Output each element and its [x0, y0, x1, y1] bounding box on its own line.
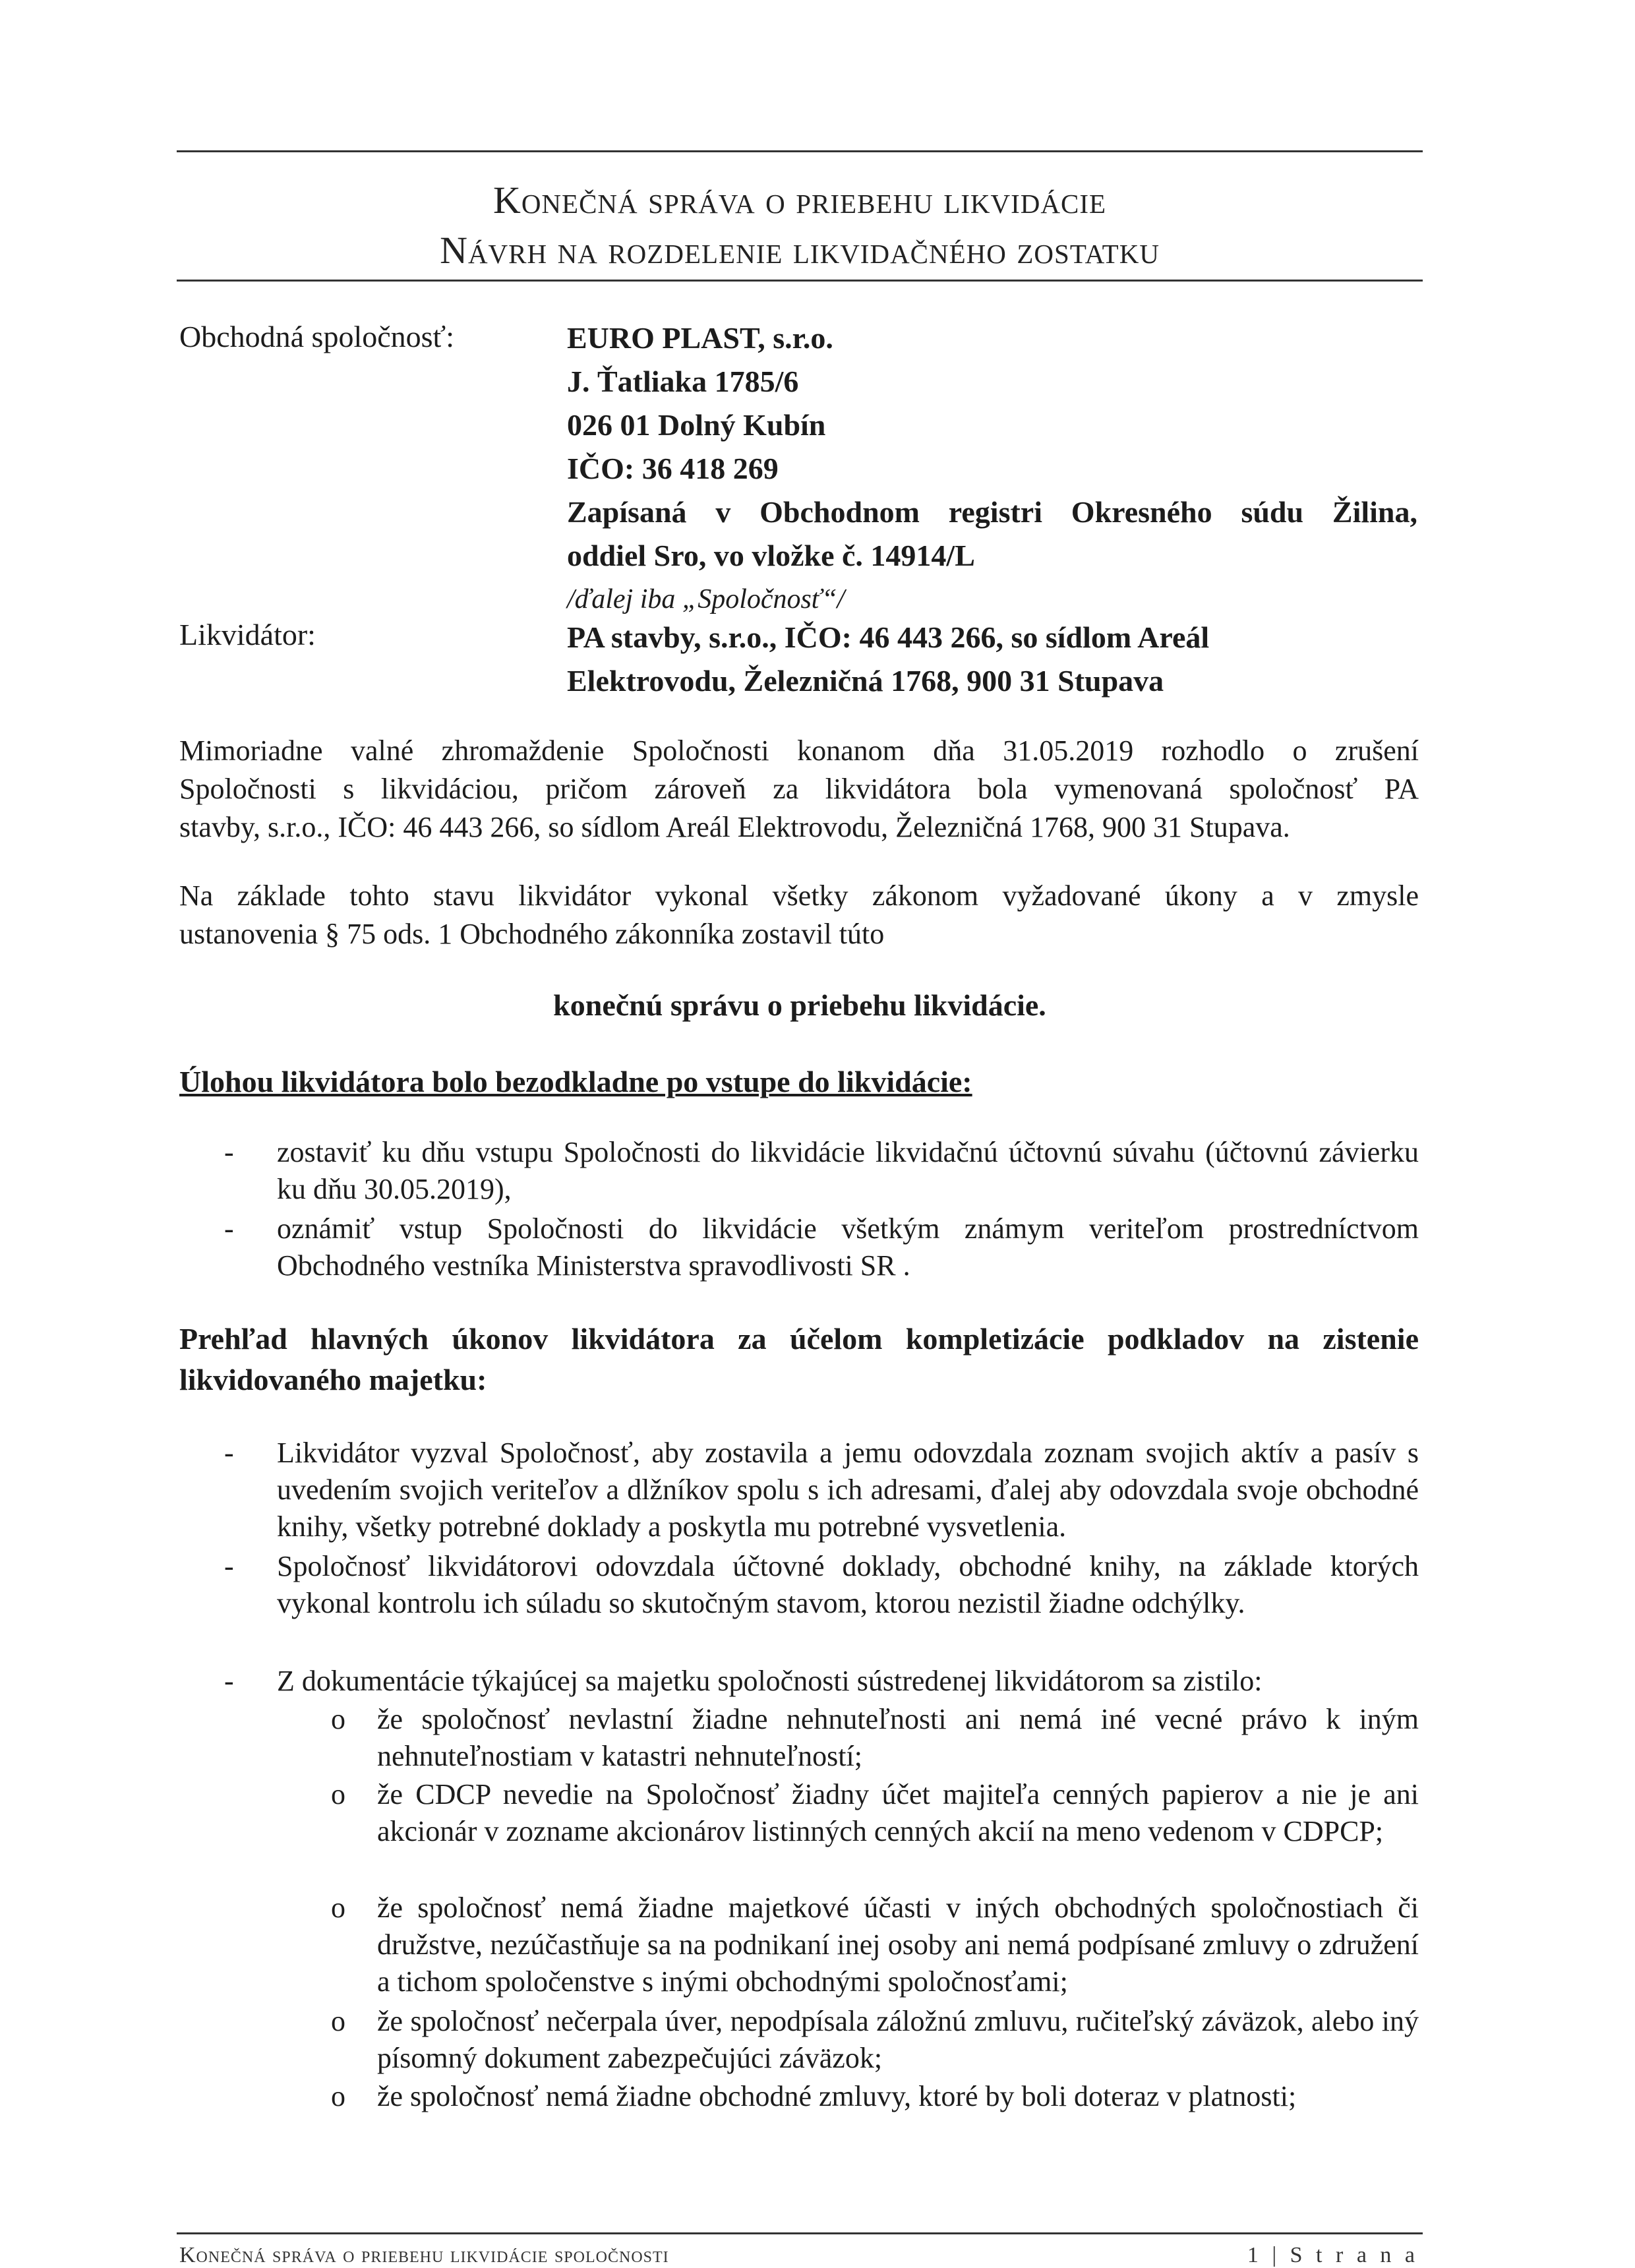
- action-item-text: Spoločnosť likvidátorovi odovzdala účtovné doklady, obchodné knihy, na základe ktorých vykonal kontrolu ich súladu so skutočným stavom, ktorou nezistil žiadne odchýlky.: [277, 1550, 1419, 1619]
- sub-bullet-mark: o: [331, 1892, 345, 1924]
- paragraph-decision: [179, 732, 1419, 847]
- finding-text: že spoločnosť nemá žiadne obchodné zmluvy, ktoré by boli doteraz v platnosti;: [377, 2080, 1297, 2112]
- finding-item: [179, 2003, 1419, 2077]
- finding-item: [179, 1890, 1419, 2000]
- duty-item: [179, 1210, 1419, 1284]
- finding-item: [179, 1776, 1419, 1850]
- duty-item-text: zostaviť ku dňu vstupu Spoločnosti do likvidácie likvidačnú účtovnú súvahu (účtovnú závierku ku dňu 30.05.2019),: [277, 1136, 1419, 1205]
- company-city: 026 01 Dolný Kubín: [567, 408, 826, 442]
- action-item: [179, 1663, 1419, 1700]
- action-item-text: Z dokumentácie týkajúcej sa majetku spoločnosti sústredenej likvidátorom sa zistilo:: [277, 1665, 1263, 1697]
- sub-bullet-mark: o: [331, 1703, 345, 1735]
- finding-text: že spoločnosť nečerpala úver, nepodpísala záložnú zmluvu, ručiteľský záväzok, alebo iný písomný dokument zabezpečujúci záväzok;: [377, 2005, 1419, 2074]
- finding-text: že spoločnosť nevlastní žiadne nehnuteľnosti ani nemá iné vecné právo k iným nehnuteľnostiam v katastri nehnuteľností;: [377, 1703, 1419, 1772]
- liquidator-line1: PA stavby, s.r.o., IČO: 46 443 266, so sídlom Areál: [567, 620, 1210, 654]
- bullet-dash: -: [224, 1550, 234, 1582]
- liquidator-line2: Elektrovodu, Železničná 1768, 900 31 Stupava: [567, 664, 1164, 698]
- paragraph-basis: [179, 877, 1419, 953]
- footer-rule: [177, 2232, 1423, 2234]
- bullet-dash: -: [224, 1136, 234, 1168]
- company-alias: /ďalej iba „Spoločnosť“/: [567, 584, 845, 614]
- header-rule-top: [177, 150, 1423, 152]
- finding-text: že CDCP nevedie na Spoločnosť žiadny účet majiteľa cenných papierov a nie je ani akcionár v zozname akcionárov listinných cenných akcií na meno vedenom v CDPCP;: [377, 1778, 1419, 1847]
- duty-item: [179, 1134, 1419, 1208]
- paragraph2-line2: ustanovenia § 75 ods. 1 Obchodného zákonníka zostavil túto: [179, 918, 885, 950]
- paragraph2-line1: Na základe tohto stavu likvidátor vykonal všetky zákonom vyžadované úkony a v zmysle: [179, 880, 1419, 912]
- company-street: J. Ťatliaka 1785/6: [567, 365, 799, 398]
- action-item: [179, 1435, 1419, 1545]
- company-label: Obchodná spoločnosť:: [179, 320, 454, 353]
- duty-item-text: oznámiť vstup Spoločnosti do likvidácie všetkým známym veriteľom prostredníctvom Obchodného vestníka Ministerstva spravodlivosti SR .: [277, 1212, 1419, 1282]
- header-rule-bottom: [177, 280, 1423, 282]
- finding-item: [179, 1701, 1419, 1775]
- action-item: [179, 1548, 1419, 1622]
- title-line-1: Konečná správa o priebehu likvidácie: [492, 179, 1107, 222]
- paragraph1-line1: Mimoriadne valné zhromaždenie Spoločnosti konanom dňa 31.05.2019 rozhodlo o zrušení: [179, 734, 1419, 767]
- duties-heading-text: Úlohou likvidátora bolo bezodkladne po vstupe do likvidácie:: [179, 1065, 972, 1098]
- title-line-2: Návrh na rozdelenie likvidačného zostatku: [440, 229, 1160, 272]
- actions-heading: [179, 1319, 1419, 1400]
- bullet-dash: -: [224, 1212, 234, 1245]
- action-item-text: Likvidátor vyzval Spoločnosť, aby zostavila a jemu odovzdala zoznam svojich aktív a pasív s uvedením svojich veriteľov a dlžníkov spolu s ich adresami, ďalej aby odovzdala svoje obchodné knihy, všetky potrebné doklady a poskytla mu potrebné vysvetlenia.: [277, 1437, 1419, 1543]
- liquidator-info: [567, 616, 1417, 703]
- paragraph1-line3: stavby, s.r.o., IČO: 46 443 266, so sídlom Areál Elektrovodu, Železničná 1768, 900 31 Stupava.: [179, 811, 1290, 843]
- actions-heading-line1: Prehľad hlavných úkonov likvidátora za účelom kompletizácie podkladov na zistenie: [179, 1322, 1419, 1356]
- company-registry-line2: oddiel Sro, vo vložke č. 14914/L: [567, 539, 975, 572]
- bullet-dash: -: [224, 1665, 234, 1697]
- actions-heading-line2: likvidovaného majetku:: [179, 1363, 487, 1396]
- company-ico: IČO: 36 418 269: [567, 452, 779, 485]
- sub-bullet-mark: o: [331, 2005, 345, 2037]
- paragraph1-line2: Spoločnosti s likvidáciou, pričom zároveň za likvidátora bola vymenovaná spoločnosť PA: [179, 773, 1419, 805]
- company-name: EURO PLAST, s.r.o.: [567, 321, 833, 355]
- bullet-dash: -: [224, 1437, 234, 1469]
- report-heading: konečnú správu o priebehu likvidácie.: [553, 988, 1046, 1022]
- page-footer: [179, 2243, 1419, 2268]
- liquidator-label: Likvidátor:: [179, 618, 316, 651]
- sub-bullet-mark: o: [331, 1778, 345, 1810]
- company-info: [567, 316, 1417, 621]
- finding-item: [179, 2078, 1419, 2115]
- company-registry-line1: Zapísaná v Obchodnom registri Okresného súdu Žilina,: [567, 495, 1417, 529]
- duties-heading: [179, 1061, 1419, 1102]
- footer-title: Konečná správa o priebehu likvidácie spoločnosti: [179, 2243, 669, 2267]
- finding-text: že spoločnosť nemá žiadne majetkové účasti v iných obchodných spoločnostiach či družstve, nezúčastňuje sa na podnikaní inej osoby ani nemá podpísané zmluvy o združení a tichom spoločenstve s inými obchodnými spoločnosťami;: [377, 1892, 1419, 1998]
- sub-bullet-mark: o: [331, 2080, 345, 2112]
- page-number: 1 | S t r a n a: [1247, 2243, 1419, 2267]
